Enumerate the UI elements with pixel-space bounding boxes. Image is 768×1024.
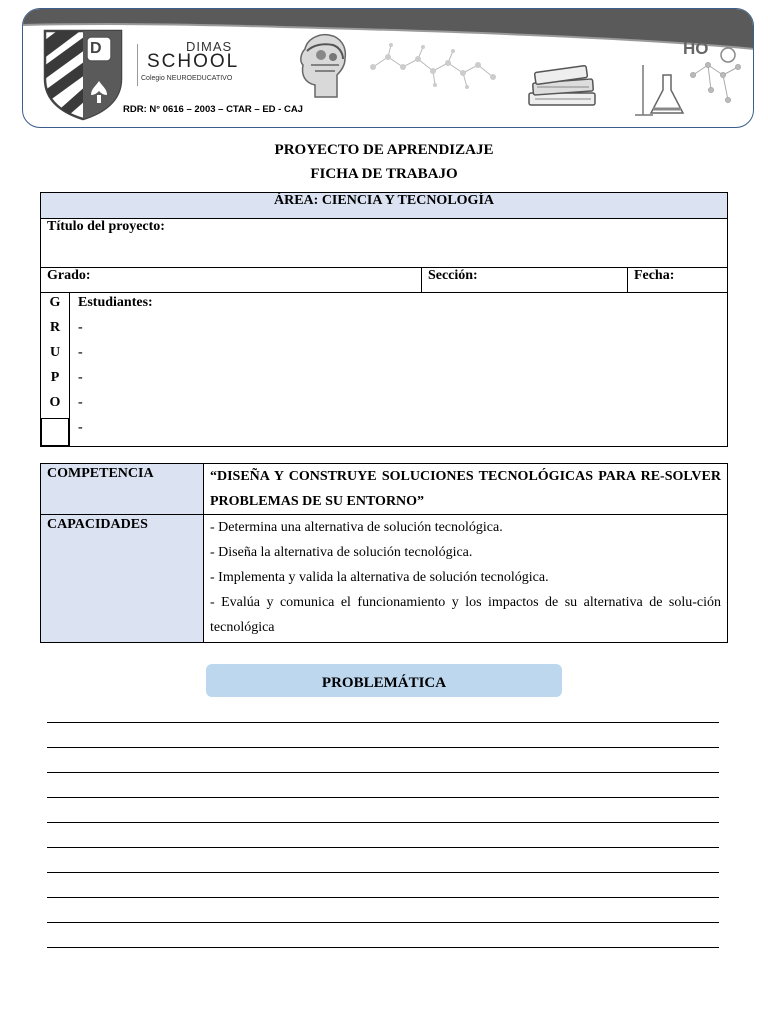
capacities-list: [204, 515, 728, 643]
competency-table: [40, 463, 728, 643]
capacity-item: - Evalúa y comunica el funcionamiento y los impactos de su alternativa de solu-ción tecnológica: [210, 595, 721, 635]
students-cell: [70, 293, 728, 447]
writing-line[interactable]: [47, 847, 719, 848]
writing-line[interactable]: [47, 947, 719, 948]
student-line[interactable]: -: [78, 395, 83, 410]
writing-line[interactable]: [47, 897, 719, 898]
section-label: Sección:: [427, 268, 478, 283]
group-letter: U: [49, 345, 61, 360]
group-letter: O: [49, 395, 61, 410]
section-field[interactable]: [421, 268, 627, 293]
student-line[interactable]: -: [78, 345, 83, 360]
student-line[interactable]: -: [78, 320, 83, 335]
competency-label: COMPETENCIA: [41, 464, 204, 515]
project-title: PROYECTO DE APRENDIZAJE: [274, 142, 494, 158]
students-label: Estudiantes:: [78, 295, 153, 310]
group-number-box[interactable]: [41, 418, 69, 446]
competency-text: “DISEÑA Y CONSTRUYE SOLUCIONES TECNOLÓGICAS PARA RE-SOLVER PROBLEMAS DE SU ENTORNO”: [204, 464, 728, 515]
capacity-item: - Determina una alternativa de solución tecnológica.: [210, 520, 503, 535]
molecule-decoration: [363, 37, 503, 97]
writing-line[interactable]: [47, 747, 719, 748]
project-title-field[interactable]: [41, 219, 728, 268]
school-name-top: DIMAS: [186, 39, 233, 54]
project-title-label: Título del proyecto:: [47, 219, 165, 234]
student-line[interactable]: -: [78, 420, 83, 435]
group-column: [41, 293, 70, 447]
brain-head-icon: [295, 31, 351, 99]
problem-heading: PROBLEMÁTICA: [206, 664, 562, 697]
grade-label: Grado:: [47, 268, 91, 283]
school-subtitle: Colegio NEUROEDUCATIVO: [141, 75, 233, 82]
chemistry-text: HO: [683, 39, 709, 58]
writing-line[interactable]: [47, 872, 719, 873]
group-letter: P: [50, 370, 60, 385]
school-shield-logo: [43, 29, 123, 121]
writing-line[interactable]: [47, 772, 719, 773]
logo-divider: [137, 44, 138, 86]
date-label: Fecha:: [633, 268, 675, 283]
area-header: ÁREA: CIENCIA Y TECNOLOGÍA: [41, 193, 728, 219]
school-name: SCHOOL: [147, 51, 240, 72]
rdr-code: RDR: N° 0616 – 2003 – CTAR – ED - CAJ: [123, 104, 303, 115]
date-field[interactable]: [627, 268, 727, 293]
sheet-title: FICHA DE TRABAJO: [310, 166, 458, 182]
grade-field[interactable]: [41, 268, 422, 293]
capacities-label: CAPACIDADES: [41, 515, 204, 643]
header-banner: [22, 8, 754, 128]
group-letter: R: [49, 320, 61, 335]
writing-line[interactable]: [47, 797, 719, 798]
capacity-item: - Diseña la alternativa de solución tecnológica.: [210, 545, 473, 560]
student-line[interactable]: -: [78, 370, 83, 385]
writing-line[interactable]: [47, 822, 719, 823]
logo-letter: D: [90, 40, 102, 57]
group-letter: G: [49, 295, 61, 310]
writing-line[interactable]: [47, 922, 719, 923]
books-icon: [523, 59, 603, 109]
project-info-table: [40, 192, 728, 447]
writing-line[interactable]: [47, 722, 719, 723]
capacity-item: - Implementa y valida la alternativa de solución tecnológica.: [210, 570, 549, 585]
